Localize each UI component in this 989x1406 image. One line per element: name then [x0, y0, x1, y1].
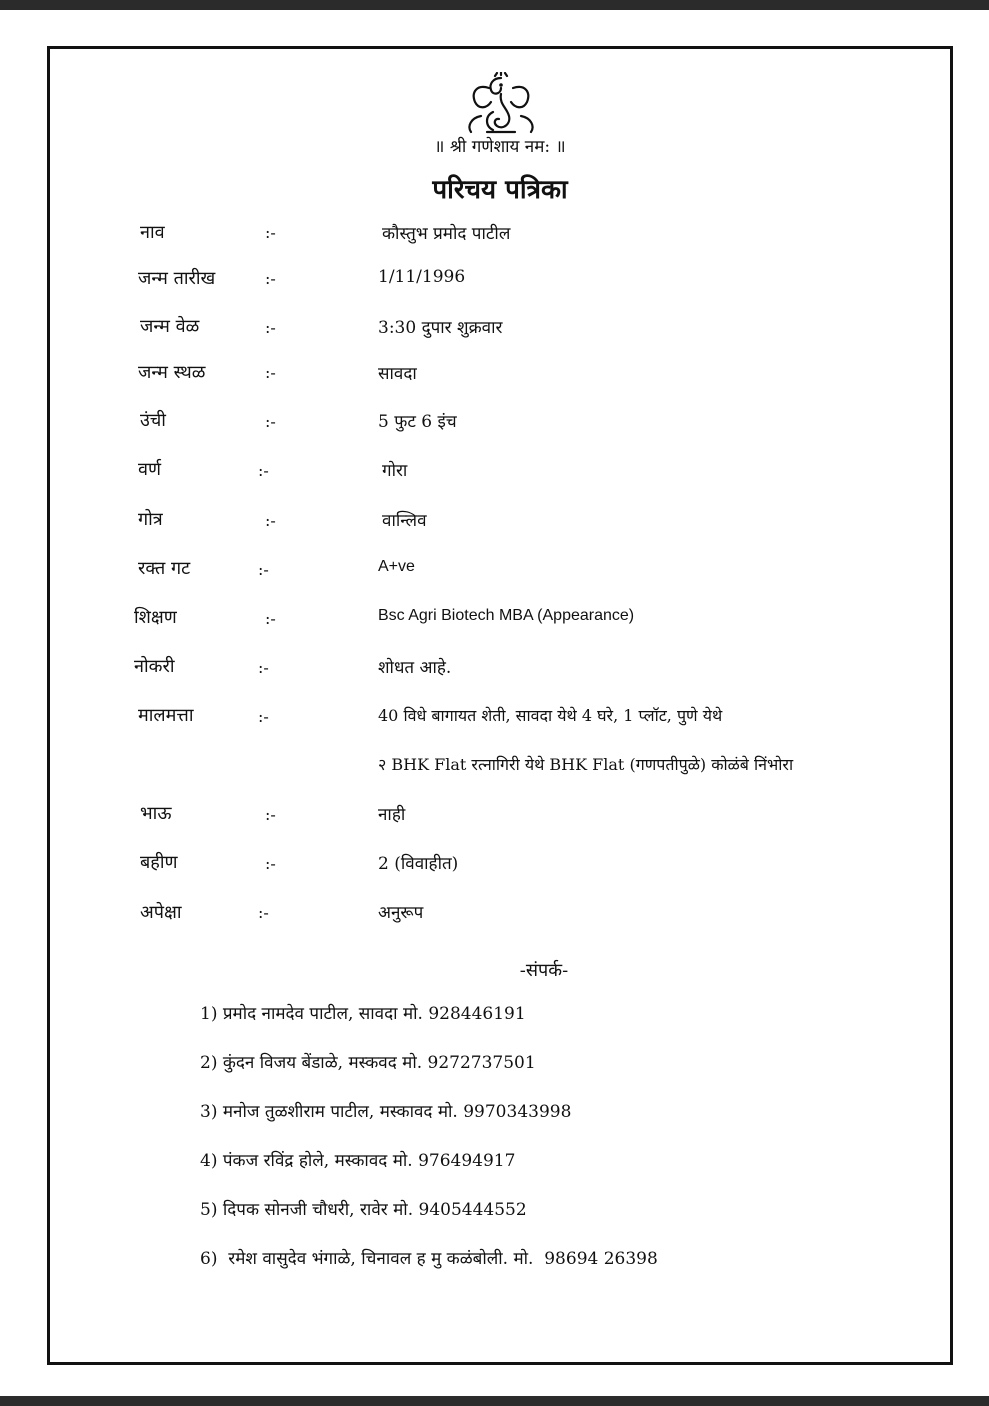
- dob-separator: :-: [265, 269, 276, 288]
- expectation-label: अपेक्षा: [140, 902, 182, 923]
- complexion-separator: :-: [258, 461, 269, 480]
- property-value-line1: 40 विधे बागायत शेती, सावदा येथे 4 घरे, 1 प्लॉट, पुणे येथे: [378, 706, 723, 725]
- job-value: शोधत आहे.: [378, 658, 452, 678]
- brother-label: भाऊ: [140, 803, 172, 824]
- education-separator: :-: [265, 609, 276, 628]
- sister-label: बहीण: [140, 852, 178, 873]
- gotra-value: वान्लिव: [382, 511, 427, 531]
- invocation-text: ॥ श्री गणेशाय नम: ॥: [434, 137, 566, 157]
- complexion-label: वर्ण: [138, 459, 162, 480]
- page-title: परिचय पत्रिका: [432, 175, 568, 205]
- property-separator: :-: [258, 707, 269, 726]
- gotra-separator: :-: [265, 511, 276, 530]
- gotra-label: गोत्र: [138, 509, 163, 530]
- property-label: मालमत्ता: [138, 705, 194, 726]
- name-value: कौस्तुभ प्रमोद पाटील: [382, 224, 511, 244]
- contact-heading: -संपर्क-: [519, 960, 569, 981]
- birth-place-separator: :-: [265, 363, 276, 382]
- birth-time-label: जन्म वेळ: [140, 316, 200, 337]
- education-value: Bsc Agri Biotech MBA (Appearance): [378, 607, 635, 624]
- height-value: 5 फुट 6 इंच: [378, 412, 457, 432]
- sister-value: 2 (विवाहीत): [378, 854, 459, 874]
- education-label: शिक्षण: [134, 607, 177, 628]
- contact-item: 6) रमेश वासुदेव भंगाळे, चिनावल ह मु कळंबोली. मो. 98694 26398: [200, 1249, 658, 1269]
- birth-time-separator: :-: [265, 318, 276, 337]
- expectation-value: अनुरूप: [378, 903, 424, 923]
- job-separator: :-: [258, 658, 269, 677]
- blood-group-value: A+ve: [378, 558, 415, 575]
- brother-value: नाही: [378, 805, 406, 825]
- birth-place-label: जन्म स्थळ: [138, 362, 206, 383]
- contact-item: 1) प्रमोद नामदेव पाटील, सावदा मो. 928446191: [200, 1004, 526, 1024]
- ganesha-icon: [463, 72, 539, 136]
- height-separator: :-: [265, 412, 276, 431]
- contact-item: 5) दिपक सोनजी चौधरी, रावेर मो. 9405444552: [200, 1200, 527, 1220]
- name-separator: :-: [265, 223, 276, 242]
- birth-place-value: सावदा: [378, 364, 417, 384]
- contact-item: 3) मनोज तुळशीराम पाटील, मस्कावद मो. 9970343998: [200, 1102, 572, 1122]
- blood-group-label: रक्त गट: [138, 558, 191, 579]
- complexion-value: गोरा: [382, 461, 408, 481]
- blood-group-separator: :-: [258, 560, 269, 579]
- height-label: उंची: [140, 410, 166, 431]
- name-label: नाव: [140, 222, 165, 243]
- birth-time-value: 3:30 दुपार शुक्रवार: [378, 318, 503, 338]
- dob-value: 1/11/1996: [378, 267, 466, 287]
- contact-item: 2) कुंदन विजय बेंडाळे, मस्कवद मो. 9272737501: [200, 1053, 536, 1073]
- job-label: नोकरी: [134, 656, 175, 677]
- dob-label: जन्म तारीख: [138, 268, 216, 289]
- expectation-separator: :-: [258, 903, 269, 922]
- sister-separator: :-: [265, 854, 276, 873]
- brother-separator: :-: [265, 805, 276, 824]
- property-value-line2: २ BHK Flat रत्नागिरी येथे BHK Flat (गणपतीपुळे) कोळंबे निंभोरा: [378, 755, 794, 774]
- document-page: [0, 10, 989, 1396]
- contact-item: 4) पंकज रविंद्र होले, मस्कावद मो. 976494917: [200, 1151, 516, 1171]
